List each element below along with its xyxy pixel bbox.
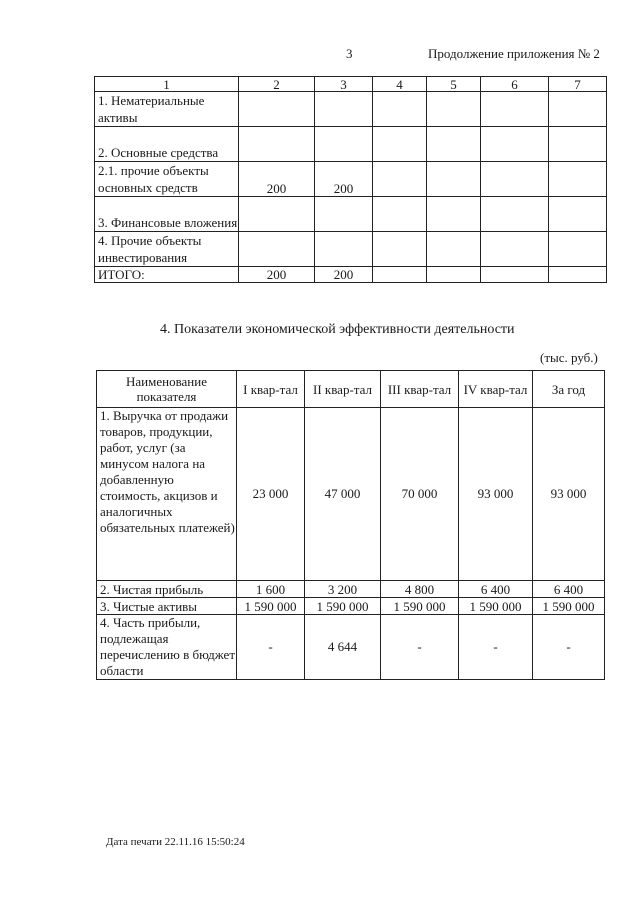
row-label: 2. Чистая прибыль (97, 581, 237, 598)
table-cell (373, 232, 427, 267)
table-cell: 4 800 (381, 581, 459, 598)
table-cell (427, 127, 481, 162)
table-cell: - (381, 615, 459, 680)
table-cell (427, 197, 481, 232)
table-cell (315, 197, 373, 232)
table-cell: - (459, 615, 533, 680)
column-header: IV квар-тал (459, 371, 533, 408)
table-cell: - (237, 615, 305, 680)
table-cell (481, 92, 549, 127)
table-row (97, 408, 605, 581)
table-cell (239, 232, 315, 267)
table-cell: 1 590 000 (459, 598, 533, 615)
row-label: ИТОГО: (95, 267, 239, 283)
row-label: 2. Основные средства (95, 127, 239, 162)
row-label: 4. Прочие объекты инвестирования (95, 232, 239, 267)
table-cell: 70 000 (381, 408, 459, 581)
table-cell: 1 590 000 (381, 598, 459, 615)
table-cell (427, 162, 481, 197)
table-row (97, 581, 605, 598)
table-row (95, 127, 607, 162)
unit-label: (тыс. руб.) (540, 350, 598, 365)
row-label: 2.1. прочие объекты основных средств (95, 162, 239, 197)
column-header: 1 (95, 77, 239, 92)
table-cell (549, 267, 607, 283)
row-label: 1. Нематериальные активы (95, 92, 239, 127)
table-cell (315, 92, 373, 127)
table-cell (549, 127, 607, 162)
table-cell (239, 92, 315, 127)
table-cell (427, 267, 481, 283)
table-cell: 1 590 000 (305, 598, 381, 615)
table-cell (239, 127, 315, 162)
table-cell: 6 400 (533, 581, 605, 598)
page-number: 3 (346, 46, 353, 61)
table-cell: 1 590 000 (533, 598, 605, 615)
efficiency-table (96, 370, 605, 680)
table-cell (549, 197, 607, 232)
total-row (95, 267, 607, 283)
table-cell: 4 644 (305, 615, 381, 680)
column-header: III квар-тал (381, 371, 459, 408)
table-cell (427, 92, 481, 127)
column-header: За год (533, 371, 605, 408)
table-cell (549, 232, 607, 267)
table-cell (239, 197, 315, 232)
table-cell (549, 162, 607, 197)
table-cell (315, 232, 373, 267)
table-cell (549, 92, 607, 127)
section-title: 4. Показатели экономической эффективности деятельности (160, 322, 515, 337)
table-cell (373, 92, 427, 127)
column-header: I квар-тал (237, 371, 305, 408)
table-cell: 93 000 (533, 408, 605, 581)
table-cell (427, 232, 481, 267)
row-label: 3. Финансовые вложения (95, 197, 239, 232)
column-header: 7 (549, 77, 607, 92)
table-header-row (97, 371, 605, 408)
table-cell: 200 (239, 162, 315, 197)
print-date: Дата печати 22.11.16 15:50:24 (106, 836, 245, 848)
table-cell: 23 000 (237, 408, 305, 581)
table-row (95, 92, 607, 127)
column-header: II квар-тал (305, 371, 381, 408)
column-header: 6 (481, 77, 549, 92)
table-row (95, 232, 607, 267)
table-cell (373, 162, 427, 197)
column-header: 4 (373, 77, 427, 92)
table-cell (373, 127, 427, 162)
row-label: 3. Чистые активы (97, 598, 237, 615)
table-row (95, 162, 607, 197)
row-label: 1. Выручка от продажи товаров, продукции, работ, услуг (за минусом налога на добавленную стоимость, акцизов и аналогичных обязательных платежей) (97, 408, 237, 581)
table-cell (481, 232, 549, 267)
table-row (97, 598, 605, 615)
column-header: 5 (427, 77, 481, 92)
investment-table (94, 76, 607, 283)
table-cell (481, 127, 549, 162)
table-cell (481, 162, 549, 197)
table-cell: 47 000 (305, 408, 381, 581)
row-label: 4. Часть прибыли, подлежащая перечислению в бюджет области (97, 615, 237, 680)
table-cell: 3 200 (305, 581, 381, 598)
table-cell (373, 197, 427, 232)
continuation-label: Продолжение приложения № 2 (428, 46, 600, 61)
table-cell (373, 267, 427, 283)
table-cell: 1 590 000 (237, 598, 305, 615)
table-cell (481, 197, 549, 232)
table-cell: 1 600 (237, 581, 305, 598)
table-header-row (95, 77, 607, 92)
table-cell (315, 127, 373, 162)
column-header: Наименование показателя (97, 371, 237, 408)
table-cell: 6 400 (459, 581, 533, 598)
table-cell: 200 (315, 162, 373, 197)
table-cell: - (533, 615, 605, 680)
table-row (97, 615, 605, 680)
table-row (95, 197, 607, 232)
table-cell (481, 267, 549, 283)
table-cell: 93 000 (459, 408, 533, 581)
table-cell: 200 (239, 267, 315, 283)
table-cell: 200 (315, 267, 373, 283)
column-header: 3 (315, 77, 373, 92)
column-header: 2 (239, 77, 315, 92)
